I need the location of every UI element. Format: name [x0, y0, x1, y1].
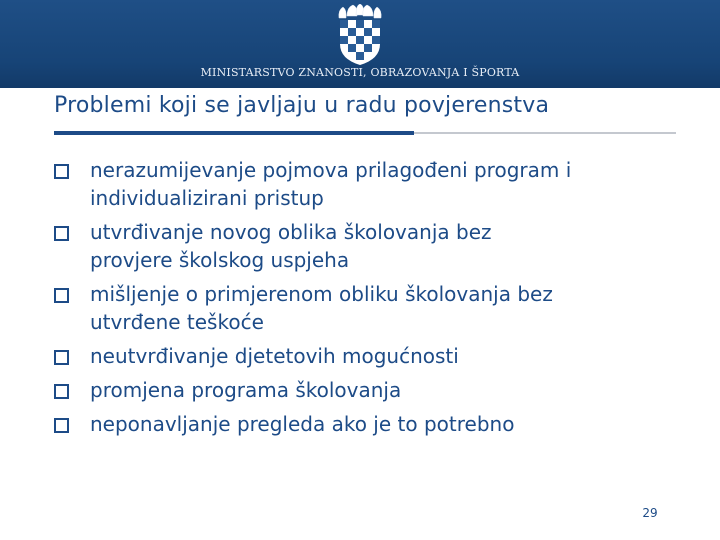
header-band — [0, 0, 720, 88]
bullet-text-line: nerazumijevanje pojmova prilagođeni program i — [90, 158, 572, 182]
bullet-text-line: utvrđivanje novog oblika školovanja bez — [90, 220, 492, 244]
bullet-list — [54, 156, 684, 444]
square-bullet-icon — [54, 226, 69, 241]
list-item — [54, 156, 684, 212]
square-bullet-icon — [54, 288, 69, 303]
list-item — [54, 218, 684, 274]
croatian-coat-of-arms-icon — [335, 4, 385, 66]
title-underline-accent — [54, 131, 414, 135]
square-bullet-icon — [54, 164, 69, 179]
bullet-text-line: provjere školskog uspjeha — [90, 248, 350, 272]
list-item — [54, 280, 684, 336]
title-underline-grey — [414, 132, 676, 134]
bullet-text-line: individualizirani pristup — [90, 186, 324, 210]
square-bullet-icon — [54, 350, 69, 365]
bullet-text-line: neponavljanje pregleda ako je to potrebno — [90, 412, 515, 436]
bullet-text-line: promjena programa školovanja — [90, 378, 402, 402]
square-bullet-icon — [54, 418, 69, 433]
title-underline — [54, 131, 676, 135]
page-number: 29 — [642, 506, 658, 520]
slide-title: Problemi koji se javljaju u radu povjerenstva — [54, 93, 550, 118]
bullet-text-line: neutvrđivanje djetetovih mogućnosti — [90, 344, 459, 368]
ministry-name: MINISTARSTVO ZNANOSTI, OBRAZOVANJA I ŠPORTA — [200, 66, 520, 79]
bullet-text-line: utvrđene teškoće — [90, 310, 264, 334]
bullet-text-line: mišljenje o primjerenom obliku školovanja bez — [90, 282, 553, 306]
list-item — [54, 376, 684, 404]
list-item — [54, 410, 684, 438]
list-item — [54, 342, 684, 370]
square-bullet-icon — [54, 384, 69, 399]
